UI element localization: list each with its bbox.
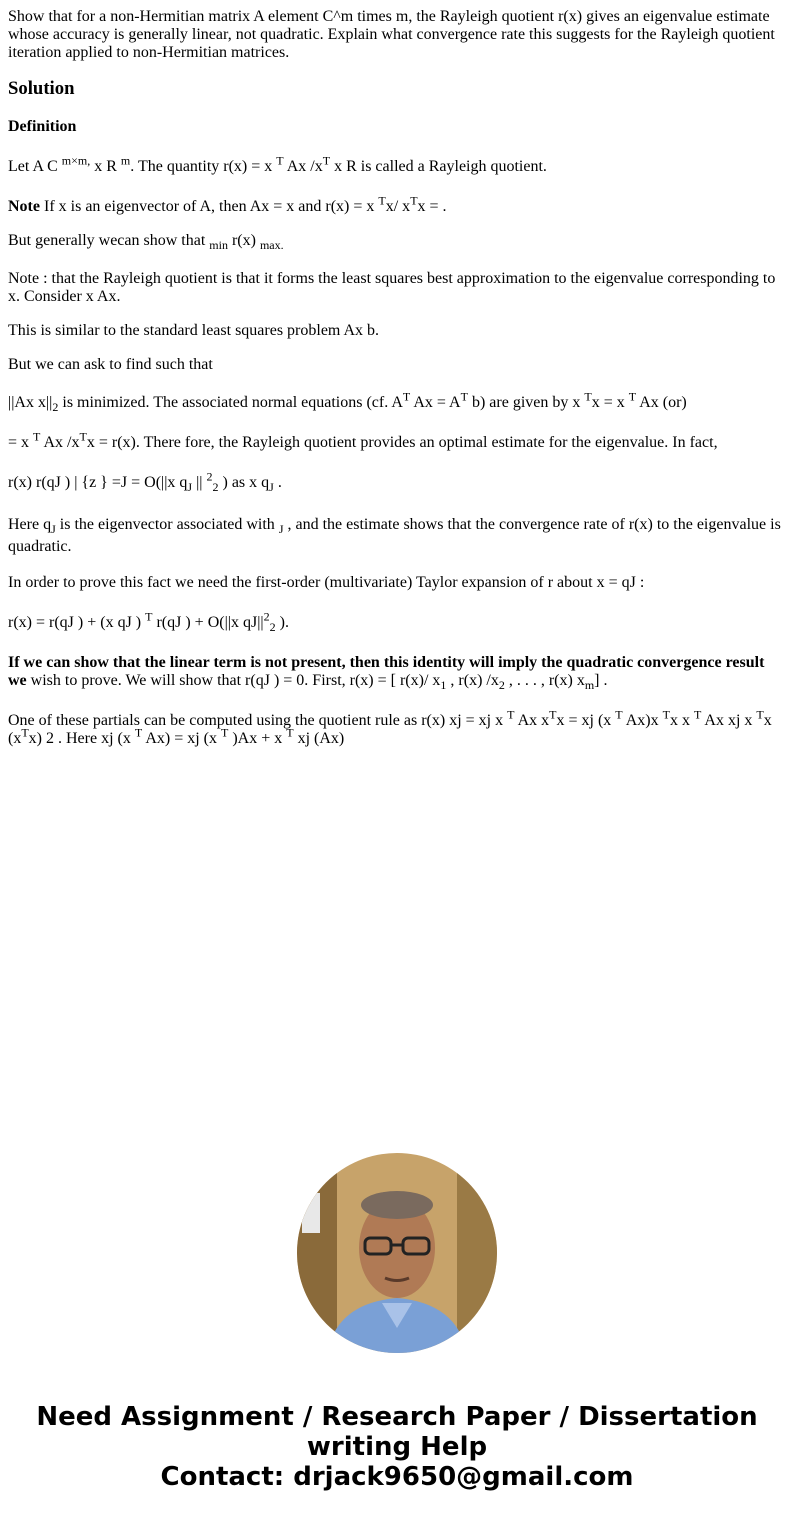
paragraph-note-eigenvector: Note If x is an eigenvector of A, then Ax = x and r(x) = x $^T$x/ $x^Tx$ = . xyxy=(8,193,447,215)
paragraph-normal-equations: ||Ax $x||_2$ is minimized. The associated normal equations (cf. $A^T$ $Ax = A^T$ b) are given by x $^T$x = x $^T$ Ax (or) xyxy=(8,389,687,415)
paragraph-quadratic-rate: Here $q_J$ is the eigenvector associated with $_J$ , and the estimate shows that the convergence rate of r(x) to the eigenvalue is quadratic. xyxy=(8,516,781,555)
paragraph-estimate-formula: r(x) r(qJ ) | {z } =J = O(||x $q_J$ || $^2_2$ ) as x $q_J$ . xyxy=(8,469,282,495)
definition-heading: Definition xyxy=(8,118,77,135)
footer-line-1: Need Assignment / Research Paper / Dissertation xyxy=(36,1402,758,1432)
question-text: Show that for a non-Hermitian matrix A element C^m times m, the Rayleigh quotient r(x) gives an eigenvalue estimate whose accuracy is generally linear, not quadratic. Explain what convergence rate this suggests for the Rayleigh quotient iteration applied to non-Hermitian matrices. xyxy=(8,8,775,61)
author-avatar xyxy=(297,1153,497,1353)
paragraph-bounds: But generally wecan show that $_{min}$ r(x) $_{max.}$ xyxy=(8,232,284,253)
paragraph-optimal-estimate: = x $^T$ Ax $/x^Tx = r(x)$. There fore, the Rayleigh quotient provides an optimal estimate for the eigenvalue. In fact, xyxy=(8,429,718,451)
document-body xyxy=(8,8,786,764)
paragraph-taylor-intro: In order to prove this fact we need the first-order (multivariate) Taylor expansion of r about x = qJ : xyxy=(8,574,645,591)
solution-heading: Solution xyxy=(8,78,75,99)
paragraph-definition: Let A C $^{m\times m,}$ x R $^m$. The quantity r(x) = x $^T$ Ax $/x^T$ x R is called a Rayleigh quotient. xyxy=(8,153,547,175)
paragraph-least-squares-note: Note : that the Rayleigh quotient is that it forms the least squares best approximation to the eigenvalue corresponding to x. Consider x Ax. xyxy=(8,270,776,305)
footer-contact-email: Contact: drjack9650@gmail.com xyxy=(160,1462,634,1492)
footer-line-2: writing Help xyxy=(306,1432,488,1462)
author-portrait-icon xyxy=(297,1153,497,1353)
paragraph-least-squares-problem: This is similar to the standard least squares problem Ax b. xyxy=(8,322,380,339)
paragraph-taylor-expansion: r(x) = r(qJ ) + (x qJ ) $^T$ r(qJ ) + O(||x $qJ||^2_2$ ). xyxy=(8,609,289,635)
paragraph-ask: But we can ask to find such that xyxy=(8,356,213,373)
paragraph-quotient-rule: One of these partials can be computed using the quotient rule as r(x) xj = xj x $^T$ Ax $x^Tx$ = xj (x $^T$ Ax)x $^T$x x $^T$ Ax xj x $^T$x $(x^Tx)$ 2 . Here xj (x $^T$ Ax) = xj (x $^T$ )Ax + x $^T$ xj (Ax) xyxy=(8,707,772,747)
footer-contact-banner xyxy=(0,1402,794,1492)
paragraph-linear-term: If we can show that the linear term is not present, then this identity will imply the quadratic convergence result we wish to prove. We will show that r(qJ ) = 0. First, r(x) = [ r(x)/ $x_1$ , r(x) $/x_2$ , . . . , r(x) $x_m$] . xyxy=(8,654,765,693)
